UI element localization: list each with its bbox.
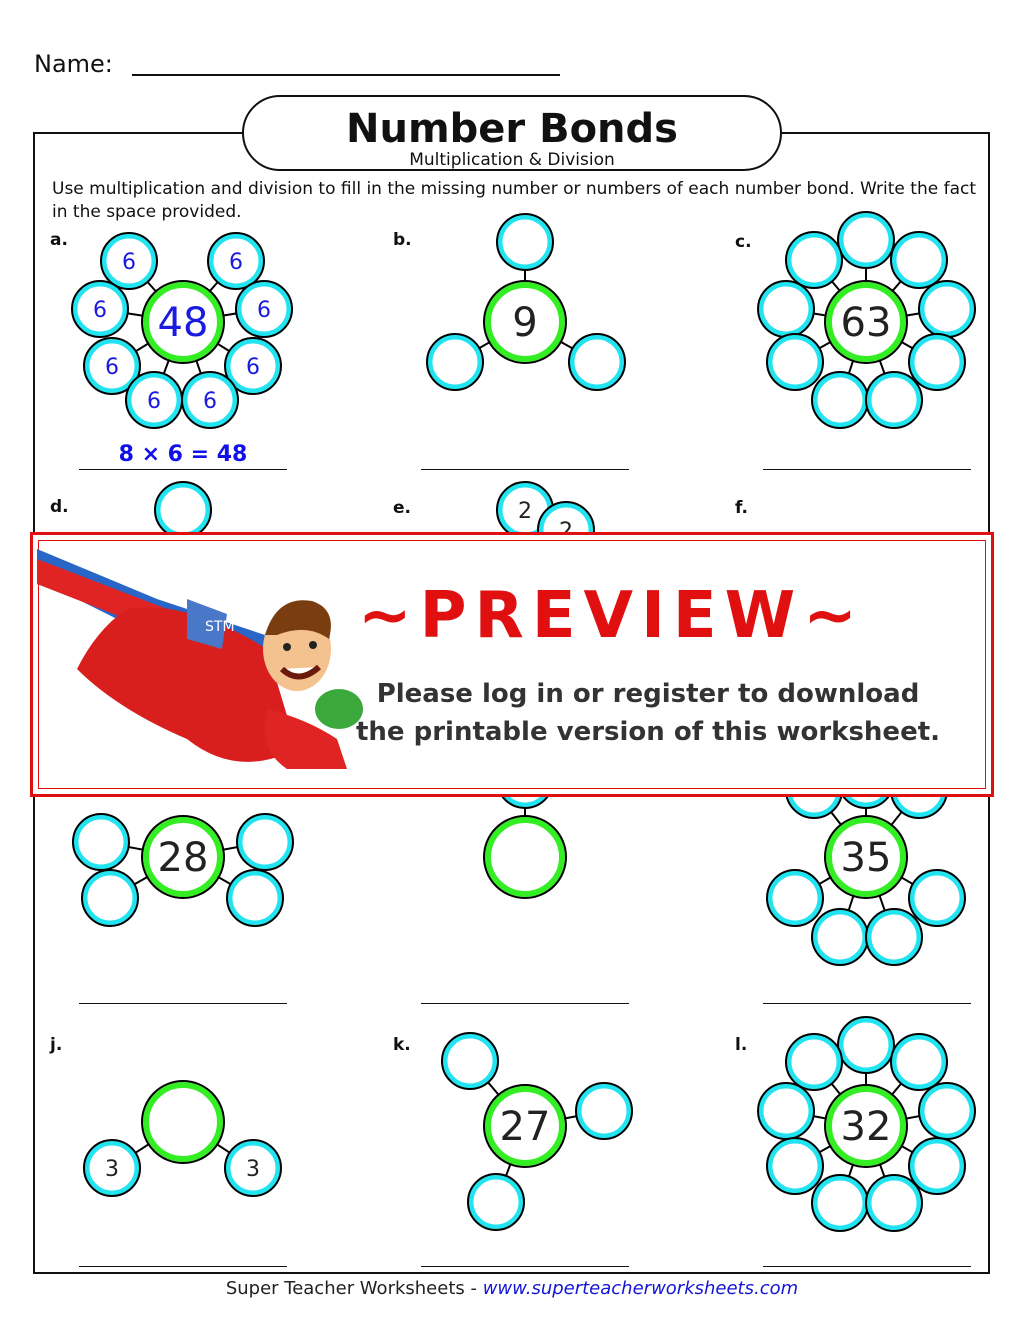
outer-number-circle[interactable] [922, 1086, 972, 1136]
preview-title: ~PREVIEW~ [358, 579, 865, 653]
outer-number-circle[interactable] [240, 817, 290, 867]
center-number: 9 [512, 300, 538, 346]
center-number-circle[interactable] [146, 1085, 220, 1159]
outer-number-circle[interactable] [572, 337, 622, 387]
label-b: b. [393, 230, 412, 250]
bond-c [758, 212, 975, 428]
outer-number: 3 [246, 1157, 260, 1182]
outer-number: 6 [229, 250, 243, 275]
outer-number-circle[interactable] [761, 284, 811, 334]
outer-number-circle[interactable] [76, 817, 126, 867]
outer-number-circle[interactable] [770, 337, 820, 387]
label-d: d. [50, 497, 69, 517]
label-f: f. [735, 498, 748, 518]
outer-number-circle[interactable] [471, 1177, 521, 1227]
outer-number-circle[interactable] [770, 1141, 820, 1191]
svg-text:STM: STM [205, 619, 235, 635]
bond-j [84, 1081, 281, 1196]
outer-number-circle[interactable] [912, 337, 962, 387]
outer-number-circle[interactable] [869, 375, 919, 425]
outer-number-circle[interactable] [85, 873, 135, 923]
center-number: 48 [157, 300, 209, 346]
outer-number-circle[interactable] [841, 1020, 891, 1070]
label-c: c. [735, 232, 752, 252]
outer-number: 3 [105, 1157, 119, 1182]
outer-number-circle[interactable] [912, 873, 962, 923]
center-number: 28 [157, 835, 209, 881]
outer-number: 2 [518, 499, 532, 524]
outer-number-circle[interactable] [841, 215, 891, 265]
answer-line-a[interactable] [79, 469, 287, 470]
center-number: 63 [840, 300, 892, 346]
center-number: 35 [840, 835, 892, 881]
answer-line-h[interactable] [421, 1003, 629, 1004]
outer-number-circle[interactable] [761, 1086, 811, 1136]
outer-number: 6 [147, 389, 161, 414]
answer-line-i[interactable] [763, 1003, 971, 1004]
outer-number-circle[interactable] [230, 873, 280, 923]
center-number: 27 [499, 1104, 551, 1150]
outer-number: 6 [122, 250, 136, 275]
name-label: Name: [34, 50, 113, 78]
label-k: k. [393, 1035, 411, 1055]
outer-number-circle[interactable] [430, 337, 480, 387]
outer-number: 6 [246, 355, 260, 380]
outer-number-circle[interactable] [445, 1036, 495, 1086]
answer-line-g[interactable] [79, 1003, 287, 1004]
answer-line-c[interactable] [763, 469, 971, 470]
outer-number: 6 [105, 355, 119, 380]
bond-a [72, 233, 292, 428]
label-e: e. [393, 498, 411, 518]
answer-text-a: 8 × 6 = 48 [118, 442, 248, 467]
outer-number-circle[interactable] [912, 1141, 962, 1191]
bond-l [758, 1017, 975, 1231]
bond-k [442, 1033, 632, 1230]
outer-number-circle[interactable] [158, 485, 208, 535]
label-j: j. [50, 1035, 63, 1055]
outer-number-circle[interactable] [789, 235, 839, 285]
outer-number-circle[interactable] [894, 1037, 944, 1087]
outer-number-circle[interactable] [789, 1037, 839, 1087]
preview-message [353, 675, 943, 751]
answer-line-k[interactable] [421, 1266, 629, 1267]
outer-number-circle[interactable] [869, 1178, 919, 1228]
bond-b [427, 214, 625, 390]
outer-number: 6 [93, 298, 107, 323]
label-a: a. [50, 230, 68, 250]
outer-number-circle[interactable] [815, 912, 865, 962]
outer-number-circle[interactable] [579, 1086, 629, 1136]
outer-number-circle[interactable] [815, 1178, 865, 1228]
outer-number-circle[interactable] [922, 284, 972, 334]
label-l: l. [735, 1035, 748, 1055]
superhero-mascot-icon [37, 539, 367, 789]
page-subtitle: Multiplication & Division [409, 150, 615, 170]
center-number: 32 [840, 1104, 892, 1150]
answer-line-b[interactable] [421, 469, 629, 470]
footer [0, 1278, 1024, 1299]
footer-text: Super Teacher Worksheets - [225, 1278, 483, 1299]
preview-message-line2: the printable version of this worksheet. [355, 717, 941, 747]
outer-number: 6 [203, 389, 217, 414]
outer-number: 6 [257, 298, 271, 323]
preview-message-line1: Please log in or register to download [376, 679, 920, 709]
outer-number-circle[interactable] [894, 235, 944, 285]
page-title: Number Bonds [346, 106, 678, 152]
outer-number-circle[interactable] [500, 217, 550, 267]
outer-number-circle[interactable] [815, 375, 865, 425]
preview-banner [30, 532, 994, 797]
bond-g [73, 814, 293, 926]
answer-line-j[interactable] [79, 1266, 287, 1267]
answer-line-l[interactable] [763, 1266, 971, 1267]
outer-number-circle[interactable] [770, 873, 820, 923]
footer-link[interactable]: www.superteacherworksheets.com [482, 1278, 799, 1299]
instructions: Use multiplication and division to fill in the missing number or numbers of each number bond. Write the fact in the space provided. [52, 179, 977, 222]
center-number-circle[interactable] [488, 820, 562, 894]
outer-number-circle[interactable] [869, 912, 919, 962]
